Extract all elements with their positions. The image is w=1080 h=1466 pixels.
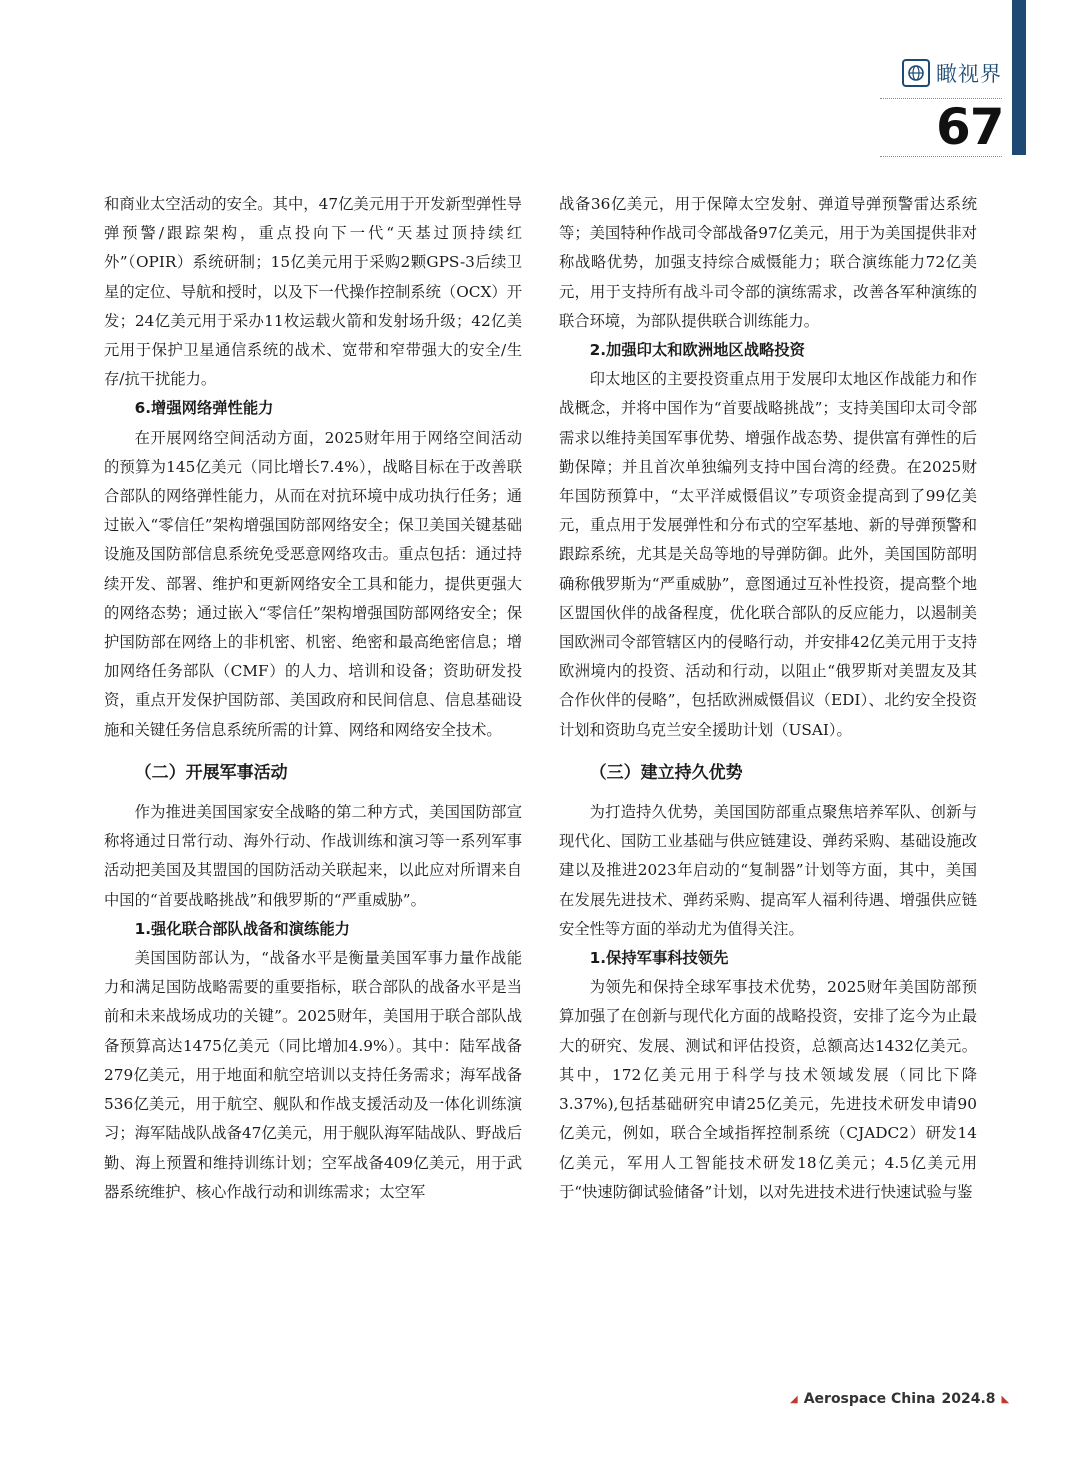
section-heading: （三）建立持久优势 [589,762,743,783]
subheading: 1.保持军事科技领先 [589,949,729,968]
right-column [559,190,977,1207]
subheading: 1.强化联合部队战备和演练能力 [134,919,350,938]
paragraph: 为打造持久优势，美国国防部重点聚焦培养军队、创新与现代化、国防工业基础与供应链建设、弹药采购、基础设施改建以及推进2023年启动的“复制器”计划等方面，其中，美国在发展先进技术、弹药采购、提高军人福利待遇、增强供应链安全性等方面的举动尤为值得关注。 [559,803,977,938]
page-number: 67 [936,98,1004,156]
issue-number: 2024.8 [941,1391,996,1407]
globe-frame-icon [902,59,930,87]
paragraph: 美国国防部认为，“战备水平是衡量美国军事力量作战能力和满足国防战略需要的重要指标，联合部队的战备水平是当前和未来战场成功的关键”。2025财年，美国用于联合部队战备预算高达1475亿美元（同比增加4.9%）。其中：陆军战备279亿美元，用于地面和航空培训以支持任务需求；海军战备536亿美元，用于航空、舰队和作战支援活动及一体化训练演习；海军陆战队战备47亿美元，用于舰队海军陆战队、野战后勤、海上预置和维持训练计划；空军战备409亿美元，用于武器系统维护、核心作战行动和训练需求；太空军 [104,949,522,1201]
paragraph: 在开展网络空间活动方面，2025财年用于网络空间活动的预算为145亿美元（同比增长7.4%），战略目标在于改善联合部队的网络弹性能力，从而在对抗环境中成功执行任务；通过嵌入“零信任”架构增强国防部网络安全；保卫美国关键基础设施及国防部信息系统免受恶意网络攻击。重点包括：通过持续开发、部署、维护和更新网络安全工具和能力，提供更强大的网络态势；通过嵌入“零信任”架构增强国防部网络安全；保护国防部在网络上的非机密、机密、绝密和最高绝密信息；增加网络任务部队（CMF）的人力、培训和设备；资助研发投资，重点开发保护国防部、美国政府和民间信息、信息基础设施和关键任务信息系统所需的计算、网络和网络安全技术。 [104,428,522,739]
subheading: 6.增强网络弹性能力 [134,399,274,418]
triangle-left-icon: ◢ [790,1393,798,1405]
paragraph: 战备36亿美元，用于保障太空发射、弹道导弹预警雷达系统等；美国特种作战司令部战备97亿美元，用于为美国提供非对称战略优势，加强支持综合威慑能力；联合演练能力72亿美元，用于支持所有战斗司令部的演练需求，改善各军种演练的联合环境，为部队提供联合训练能力。 [559,195,977,330]
subheading: 2.加强印太和欧洲地区战略投资 [589,341,805,360]
paragraph: 和商业太空活动的安全。其中，47亿美元用于开发新型弹性导弹预警/跟踪架构，重点投向下一代“天基过顶持续红外”（OPIR）系统研制；15亿美元用于采购2颗GPS-3后续卫星的定位、导航和授时，以及下一代操作控制系统（OCX）开发；24亿美元用于采办11枚运载火箭和发射场升级；42亿美元用于保护卫星通信系统的战术、宽带和窄带强大的安全/生存/抗干扰能力。 [104,195,522,389]
header-divider [880,156,1002,157]
paragraph: 作为推进美国国家安全战略的第二种方式，美国国防部宣称将通过日常行动、海外行动、作战训练和演习等一系列军事活动把美国及其盟国的国防活动关联起来，以此应对所谓来自中国的“首要战略挑战”和俄罗斯的“严重威胁”。 [104,803,522,909]
section-title: 瞰视界 [936,62,1002,86]
triangle-right-icon: ◣ [1001,1393,1010,1405]
left-column [104,190,522,1207]
page-footer [790,1391,1009,1407]
magazine-name: Aerospace China [803,1391,936,1407]
paragraph: 印太地区的主要投资重点用于发展印太地区作战能力和作战概念，并将中国作为“首要战略挑战”；支持美国印太司令部需求以维持美国军事优势、增强作战态势、提供富有弹性的后勤保障；并且首次单独编列支持中国台湾的经费。在2025财年国防预算中，“太平洋威慑倡议”专项资金提高到了99亿美元，重点用于发展弹性和分布式的空军基地、新的导弹预警和跟踪系统，尤其是关岛等地的导弹防御。此外，美国国防部明确称俄罗斯为“严重威胁”，意图通过互补性投资，提高整个地区盟国伙伴的战备程度，优化联合部队的反应能力，以遏制美国欧洲司令部管辖区内的侵略行动，并安排42亿美元用于支持欧洲境内的投资、活动和行动，以阻止“俄罗斯对美盟友及其合作伙伴的侵略”，包括欧洲威慑倡议（EDI）、北约安全投资计划和资助乌克兰安全援助计划（USAI）。 [559,370,977,739]
section-brand [902,58,1002,88]
section-heading: （二）开展军事活动 [134,762,288,783]
edge-color-bar [1012,0,1026,155]
paragraph: 为领先和保持全球军事技术优势，2025财年美国防部预算加强了在创新与现代化方面的战略投资，安排了迄今为止最大的研究、发展、测试和评估投资，总额高达1432亿美元。其中，172亿美元用于科学与技术领域发展（同比下降3.37%),包括基础研究申请25亿美元，先进技术研发申请90亿美元，例如，联合全域指挥控制系统（CJADC2）研发14亿美元，军用人工智能技术研发18亿美元；4.5亿美元用于“快速防御试验储备”计划，以对先进技术进行快速试验与鉴 [559,978,977,1201]
